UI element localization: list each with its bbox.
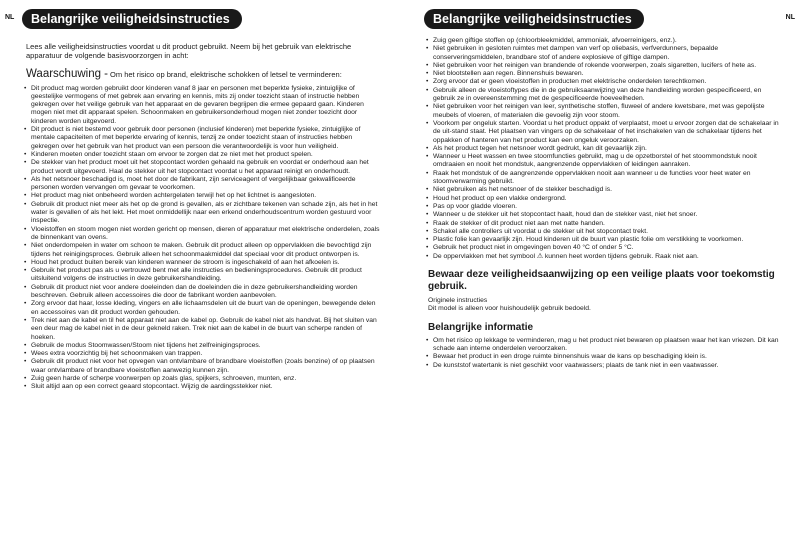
- list-item: • Het product mag niet onbeheerd worden achtergelaten terwijl het op het lichtnet is aangesloten.: [22, 192, 382, 200]
- list-item: • Wanneer u Heet wassen en twee stoomfuncties gebruikt, mag u de opzetborstel of het stoommondstuk nooit omdraaien en nooit het mondstuk, aangrenzende oppervlakken of leidingen aanraken.: [424, 153, 784, 170]
- list-item: • Raak de stekker of dit product niet aan met natte handen.: [424, 220, 784, 228]
- warning-text: Om het risico op brand, elektrische schokken of letsel te verminderen:: [110, 69, 342, 79]
- list-item: • Bewaar het product in een droge ruimte binnenshuis waar de kans op beschadiging klein is.: [424, 353, 784, 361]
- list-item: • Zuig geen giftige stoffen op (chloorbleekmiddel, ammoniak, afvoerreinigers, enz.).: [424, 37, 784, 45]
- list-item: • De kunststof watertank is niet geschikt voor vaatwassers; plaats de tank niet in een vaatwasser.: [424, 362, 784, 370]
- safety-list: [22, 85, 382, 392]
- warning-title: Waarschuwing -: [26, 67, 109, 80]
- list-item: • Niet gebruiken als het netsnoer of de stekker beschadigd is.: [424, 186, 784, 194]
- list-item: • Voorkom per ongeluk starten. Voordat u het product oppakt of verplaatst, moet u ervoor zorgen dat de schakelaar in de uit-stand staat. Het plaatsen van vingers op de schakelaar of het inschakelen van de schakelaar tijdens het oppakken of hanteren van het product kan een ongeluk veroorzaken.: [424, 120, 784, 145]
- language-tag: NL: [5, 14, 15, 21]
- list-item: • Gebruik dit product niet voor andere doeleinden dan de doeleinden die in deze gebruikershandleiding worden beschreven. Gebruik alleen accessoires die door de fabrikant worden aanbevolen.: [22, 284, 382, 301]
- safety-list: [424, 37, 784, 261]
- list-item: • Dit product is niet bestemd voor gebruik door personen (inclusief kinderen) met beperkte fysieke, zintuiglijke of mentale capaciteiten of met beperkte ervaring of kennis, tenzij ze onder toezicht staan of instructies hebben gekregen over het gebruik van het product van een persoon die verantwoordelijk is voor hun veiligheid.: [22, 126, 382, 151]
- warning-heading: [22, 68, 382, 80]
- list-item: • Houd het product op een vlakke ondergrond.: [424, 195, 784, 203]
- list-item: • Om het risico op lekkage te verminderen, mag u het product niet bewaren op plaatsen waar het kan vriezen. Dit kan schade aan interne onderdelen veroorzaken.: [424, 337, 784, 354]
- list-item: • Wanneer u de stekker uit het stopcontact haalt, houd dan de stekker vast, niet het snoer.: [424, 211, 784, 219]
- info-list: [424, 337, 784, 370]
- list-item: • De oppervlakken met het symbool ⚠ kunnen heet worden tijdens gebruik. Raak niet aan.: [424, 253, 784, 261]
- list-item: • Zorg ervoor dat er geen vloeistoffen in producten met elektrische onderdelen terechtkomen.: [424, 78, 784, 86]
- list-item: • Zuig geen harde of scherpe voorwerpen op zoals glas, spijkers, schroeven, munten, enz.: [22, 375, 382, 383]
- list-item: • Gebruik de modus Stoomwassen/Stoom niet tijdens het zelfreinigingsproces.: [22, 342, 382, 350]
- original-instructions-label: Originele instructies: [428, 297, 488, 305]
- list-item: • Niet gebruiken voor het reinigen van brandende of rokende voorwerpen, zoals sigaretten, lucifers of hete as.: [424, 62, 784, 70]
- list-item: • Schakel alle controllers uit voordat u de stekker uit het stopcontact trekt.: [424, 228, 784, 236]
- list-item: • Kinderen moeten onder toezicht staan om ervoor te zorgen dat ze niet met het product spelen.: [22, 151, 382, 159]
- save-heading: Bewaar deze veiligheidsaanwijzing op een veilige plaats voor toekomstig gebruik.: [428, 269, 775, 293]
- list-item: • Niet blootstellen aan regen. Binnenshuis bewaren.: [424, 70, 784, 78]
- list-item: • Plastic folie kan gevaarlijk zijn. Houd kinderen uit de buurt van plastic folie om verstikking te voorkomen.: [424, 236, 784, 244]
- household-note: Dit model is alleen voor huishoudelijk gebruik bedoeld.: [428, 305, 591, 313]
- page-header: Belangrijke veiligheidsinstructies: [22, 9, 242, 29]
- list-item: • Gebruik dit product niet meer als het op de grond is gevallen, als er zichtbare tekenen van schade zijn, als het in het water is gevallen of als het lekt. Het moet onmiddellijk naar een erkend onderhoudscentrum worden gestuurd voor inspectie.: [22, 201, 382, 226]
- language-tag: NL: [785, 14, 795, 21]
- list-item: • Sluit altijd aan op een correct geaard stopcontact. Wijzig de aardingsstekker niet.: [22, 383, 382, 391]
- list-item: • Zorg ervoor dat haar, losse kleding, vingers en alle lichaamsdelen uit de buurt van de openingen, bewegende delen en accessoires van dit product worden gehouden.: [22, 300, 382, 317]
- list-item: • Niet gebruiken in gesloten ruimtes met dampen van verf op oliebasis, verfverdunners, bepaalde conserveringsmiddelen, brandbare stof of andere explosieve of giftige dampen.: [424, 45, 784, 62]
- list-item: • Gebruik dit product niet voor het opvegen van ontvlambare of brandbare vloeistoffen (zoals benzine) of op plaatsen waar ontvlambare of brandbare vloeistoffen aanwezig kunnen zijn.: [22, 358, 382, 375]
- list-item: • Gebruik alleen de vloeistoftypes die in de gebruiksaanwijzing van deze handleiding worden gespecificeerd, en gebruik ze in overeenstemming met de gespecificeerde hoeveelheden.: [424, 87, 784, 104]
- left-page: [22, 9, 382, 392]
- list-item: • Gebruik het product niet in omgevingen boven 40 °C of onder 5 °C.: [424, 244, 784, 252]
- list-item: • Raak het mondstuk of de aangrenzende oppervlakken nooit aan wanneer u de functies voor heet water en stoomverwarming gebruikt.: [424, 170, 784, 187]
- list-item: • Dit product mag worden gebruikt door kinderen vanaf 8 jaar en personen met beperkte fysieke, zintuiglijke of geestelijke vermogens of met gebrek aan ervaring en kennis, mits zij onder toezicht staan of instructie hebben gekregen over het veilige gebruik van het apparaat en de gevaren begrijpen die ermee gepaard gaan. Kinderen mogen niet met dit apparaat spelen. Schoonmaken en gebruikersonderhoud mogen niet zonder toezicht door kinderen worden uitgevoerd.: [22, 85, 382, 126]
- list-item: • Niet onderdompelen in water om schoon te maken. Gebruik dit product alleen op oppervlakken die bevochtigd zijn tijdens het reinigingsproces. Gebruik alleen het schoonmaakmiddel dat speciaal voor dit product ontworpen is.: [22, 242, 382, 259]
- list-item: • Trek niet aan de kabel en til het apparaat niet aan de kabel op. Gebruik de kabel niet als handvat. Bij het sluiten van een deur mag de kabel niet in de deur gekneld raken. Trek niet aan de kabel in de buurt van scherpe randen of hoeken.: [22, 317, 382, 342]
- page-header: Belangrijke veiligheidsinstructies: [424, 9, 644, 29]
- list-item: • De stekker van het product moet uit het stopcontact worden gehaald na gebruik en voordat er onderhoud aan het product wordt uitgevoerd. Haal de stekker uit het stopcontact voordat u het apparaat reinigt en onderhoudt.: [22, 159, 382, 176]
- intro-text: Lees alle veiligheidsinstructies voordat u dit product gebruikt. Neem bij het gebruik van elektrische apparatuur de volgende basisvoorzorgen in acht:: [26, 42, 352, 61]
- list-item: • Gebruik het product pas als u vertrouwd bent met alle instructies en bedieningsprocedures. Gebruik dit product uitsluitend volgens de instructies in deze gebruikershandleiding.: [22, 267, 382, 284]
- list-item: • Vloeistoffen en stoom mogen niet worden gericht op mensen, dieren of apparatuur met elektrische onderdelen, zoals de binnenkant van ovens.: [22, 226, 382, 243]
- list-item: • Als het product tegen het netsnoer wordt gedrukt, kan dit gevaarlijk zijn.: [424, 145, 784, 153]
- right-page: [424, 9, 784, 370]
- info-heading: Belangrijke informatie: [428, 321, 534, 333]
- list-item: • Houd het product buiten bereik van kinderen wanneer de stroom is ingeschakeld of aan het afkoelen is.: [22, 259, 382, 267]
- list-item: • Wees extra voorzichtig bij het schoonmaken van trappen.: [22, 350, 382, 358]
- list-item: • Pas op voor gladde vloeren.: [424, 203, 784, 211]
- list-item: • Niet gebruiken voor het reinigen van leer, synthetische stoffen, fluweel of andere kwetsbare, met was gepolijste meubels of vloeren, of materialen die gevoelig zijn voor stoom.: [424, 103, 784, 120]
- list-item: • Als het netsnoer beschadigd is, moet het door de fabrikant, zijn serviceagent of vergelijkbaar gekwalificeerde personen worden vervangen om gevaar te voorkomen.: [22, 176, 382, 193]
